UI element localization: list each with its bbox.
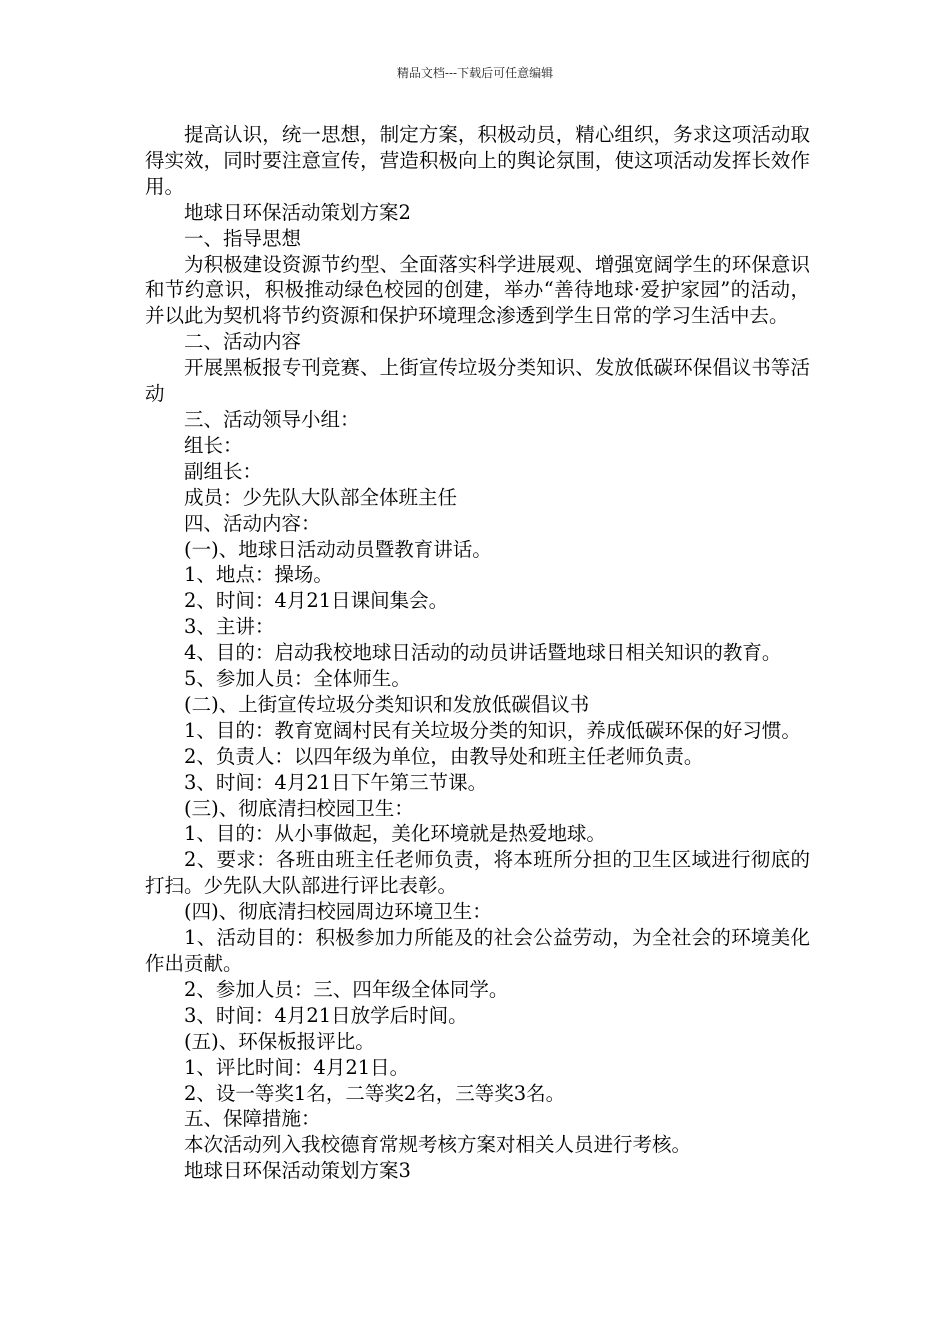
paragraph: 组长：	[184, 433, 243, 457]
paragraph: 提高认识，统一思想，制定方案，积极动员，精心组织，务求这项活动取得实效，同时要注意宣传，营造积极向上的舆论氛围，使这项活动发挥长效作用。	[145, 123, 810, 198]
list-item: 2、时间：4月21日课间集会。	[184, 589, 449, 613]
list-item: 1、目的：从小事做起，美化环境就是热爱地球。	[184, 822, 606, 846]
document-body	[145, 122, 810, 1184]
list-item: 2、负责人：以四年级为单位，由教导处和班主任老师负责。	[184, 744, 704, 768]
subheading: (一)、地球日活动动员暨教育讲话。	[184, 537, 492, 561]
section-title: 地球日环保活动策划方案3	[184, 1159, 411, 1183]
list-item: 3、主讲：	[184, 615, 275, 639]
paragraph: 副组长：	[184, 459, 263, 483]
list-item: 1、地点：操场。	[184, 563, 333, 587]
list-item: 3、时间：4月21日放学后时间。	[184, 1003, 468, 1027]
list-item: 3、时间：4月21日下午第三节课。	[184, 770, 488, 794]
heading: 一、指导思想	[184, 226, 302, 250]
paragraph: 开展黑板报专刊竞赛、上街宣传垃圾分类知识、发放低碳环保倡议书等活动	[145, 356, 810, 406]
subheading: (五)、环保板报评比。	[184, 1029, 375, 1053]
paragraph: 本次活动列入我校德育常规考核方案对相关人员进行考核。	[184, 1133, 692, 1157]
heading: 三、活动领导小组：	[184, 407, 360, 431]
heading: 二、活动内容	[184, 330, 302, 354]
list-item: 5、参加人员：全体师生。	[184, 667, 411, 691]
subheading: (二)、上街宣传垃圾分类知识和发放低碳倡议书	[184, 692, 590, 716]
list-item: 2、要求：各班由班主任老师负责，将本班所分担的卫生区域进行彻底的打扫。少先队大队部进行评比表彰。	[145, 848, 810, 898]
heading: 五、保障措施：	[184, 1107, 321, 1131]
page-header: 精品文档---下载后可任意编辑	[396, 66, 554, 80]
heading: 四、活动内容：	[184, 511, 321, 535]
list-item: 4、目的：启动我校地球日活动的动员讲话暨地球日相关知识的教育。	[184, 641, 782, 665]
subheading: (三)、彻底清扫校园卫生：	[184, 796, 414, 820]
list-item: 1、活动目的：积极参加力所能及的社会公益劳动，为全社会的环境美化作出贡献。	[145, 926, 810, 975]
paragraph: 成员：少先队大队部全体班主任	[184, 485, 458, 509]
section-title: 地球日环保活动策划方案2	[184, 200, 411, 224]
list-item: 2、参加人员：三、四年级全体同学。	[184, 977, 509, 1001]
list-item: 1、目的：教育宽阔村民有关垃圾分类的知识，养成低碳环保的好习惯。	[184, 718, 801, 742]
paragraph: 为积极建设资源节约型、全面落实科学进展观、增强宽阔学生的环保意识和节约意识，积极推动绿色校园的创建，举办“善待地球·爱护家园”的活动，并以此为契机将节约资源和保护环境理念渗透到学生日常的学习生活中去。	[145, 252, 810, 328]
list-item: 2、设一等奖1名，二等奖2名，三等奖3名。	[184, 1081, 566, 1105]
list-item: 1、评比时间：4月21日。	[184, 1055, 410, 1079]
subheading: (四)、彻底清扫校园周边环境卫生：	[184, 900, 492, 924]
